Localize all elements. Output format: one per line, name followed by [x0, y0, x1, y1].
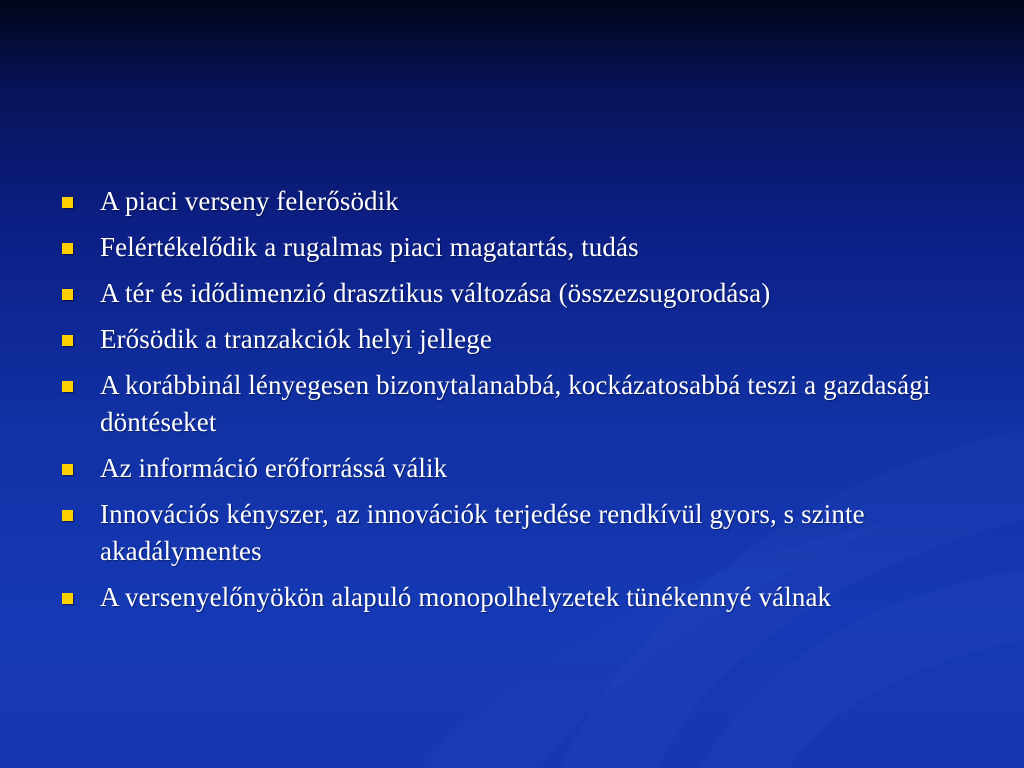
- bullet-list: [62, 183, 982, 625]
- list-item: [62, 321, 982, 358]
- list-item: [62, 496, 982, 570]
- square-bullet-icon: [62, 335, 73, 346]
- bullet-text: Innovációs kényszer, az innovációk terjedése rendkívül gyors, s szinte akadálymentes: [100, 499, 865, 566]
- bullet-text: Erősödik a tranzakciók helyi jellege: [100, 324, 492, 354]
- square-bullet-icon: [62, 464, 73, 475]
- square-bullet-icon: [62, 593, 73, 604]
- bullet-text: A versenyelőnyökön alapuló monopolhelyzetek tünékennyé válnak: [100, 582, 832, 612]
- bullet-text: Felértékelődik a rugalmas piaci magatartás, tudás: [100, 232, 639, 262]
- square-bullet-icon: [62, 243, 73, 254]
- list-item: [62, 450, 982, 487]
- list-item: [62, 367, 982, 441]
- square-bullet-icon: [62, 197, 73, 208]
- list-item: [62, 229, 982, 266]
- bullet-text: A piaci verseny felerősödik: [100, 186, 399, 216]
- square-bullet-icon: [62, 289, 73, 300]
- bullet-text: Az információ erőforrássá válik: [100, 453, 448, 483]
- square-bullet-icon: [62, 510, 73, 521]
- list-item: [62, 275, 982, 312]
- list-item: [62, 183, 982, 220]
- square-bullet-icon: [62, 381, 73, 392]
- bullet-text: A korábbinál lényegesen bizonytalanabbá, kockázatosabbá teszi a gazdasági döntéseket: [100, 370, 931, 437]
- list-item: [62, 579, 982, 616]
- bullet-text: A tér és idődimenzió drasztikus változása (összezsugorodása): [100, 278, 771, 308]
